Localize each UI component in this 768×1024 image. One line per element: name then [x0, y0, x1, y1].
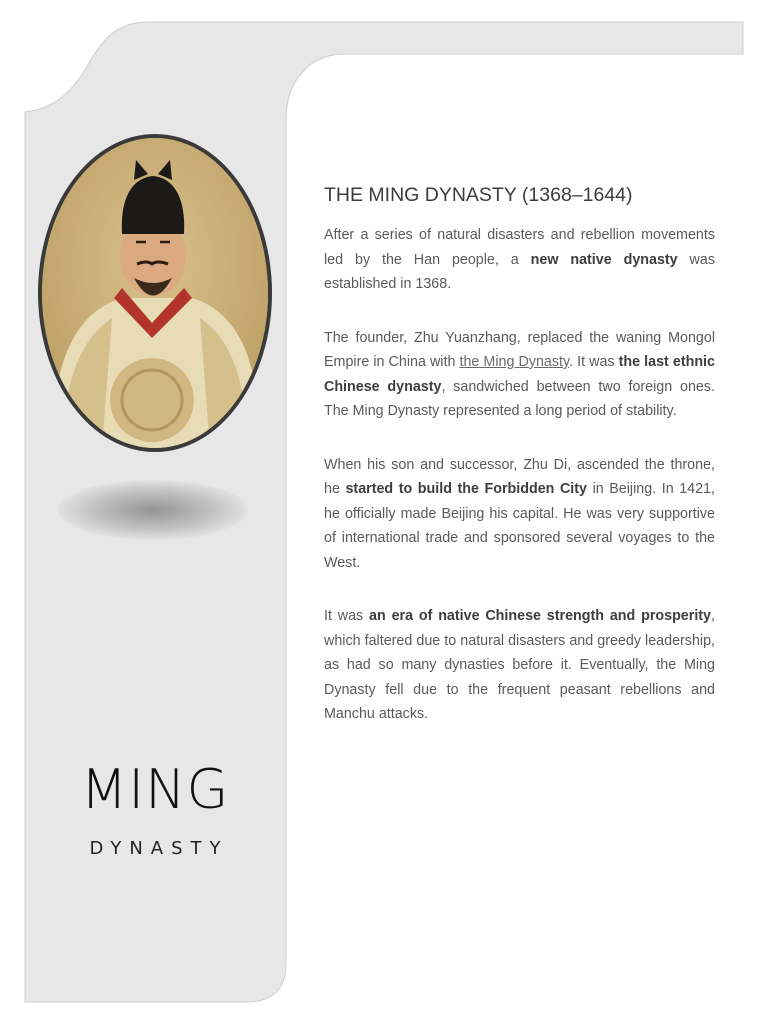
text: in Beijing. In 1421, he officially made Beijing his capital. He was very supportive of international trade and sponsored several voyages to the West.	[324, 481, 716, 571]
paragraph-1	[324, 223, 715, 297]
emphasis: new native dynasty	[530, 251, 678, 268]
emphasis: the last ethnic Chinese dynasty	[324, 354, 715, 395]
article-heading: THE MING DYNASTY (1368–1644)	[324, 184, 633, 206]
portrait-shadow	[58, 480, 248, 540]
text: It was	[324, 608, 370, 624]
text: , which faltered due to natural disasters and greedy leadership, as had so many dynasties before it. Eventually, the Ming Dynasty fell due to the frequent peasant rebellions and Manchu attacks.	[324, 608, 715, 722]
text: , sandwiched between two foreign ones. The Ming Dynasty represented a long period of stability.	[324, 378, 715, 419]
paragraph-2	[324, 326, 715, 424]
ming-dynasty-link[interactable]: the Ming Dynasty	[459, 354, 570, 370]
text: . It was	[569, 354, 619, 370]
text: The founder, Zhu Yuanzhang, replaced the waning Mongol Empire in China with	[324, 329, 715, 370]
article	[324, 184, 715, 756]
emphasis: started to build the Forbidden City	[345, 481, 587, 497]
emphasis: an era of native Chinese strength and prosperity	[369, 608, 712, 624]
brand-subtitle: DYNASTY	[89, 838, 229, 859]
brand-title: MING	[80, 758, 230, 821]
paragraph-3	[324, 453, 715, 576]
paragraph-4	[324, 604, 715, 727]
text: After a series of natural disasters and rebellion movements led by the Han people, a	[324, 227, 715, 268]
text: was established in 1368.	[324, 251, 715, 292]
emperor-portrait	[38, 134, 272, 452]
text: When his son and successor, Zhu Di, ascended the throne, he	[324, 456, 715, 497]
